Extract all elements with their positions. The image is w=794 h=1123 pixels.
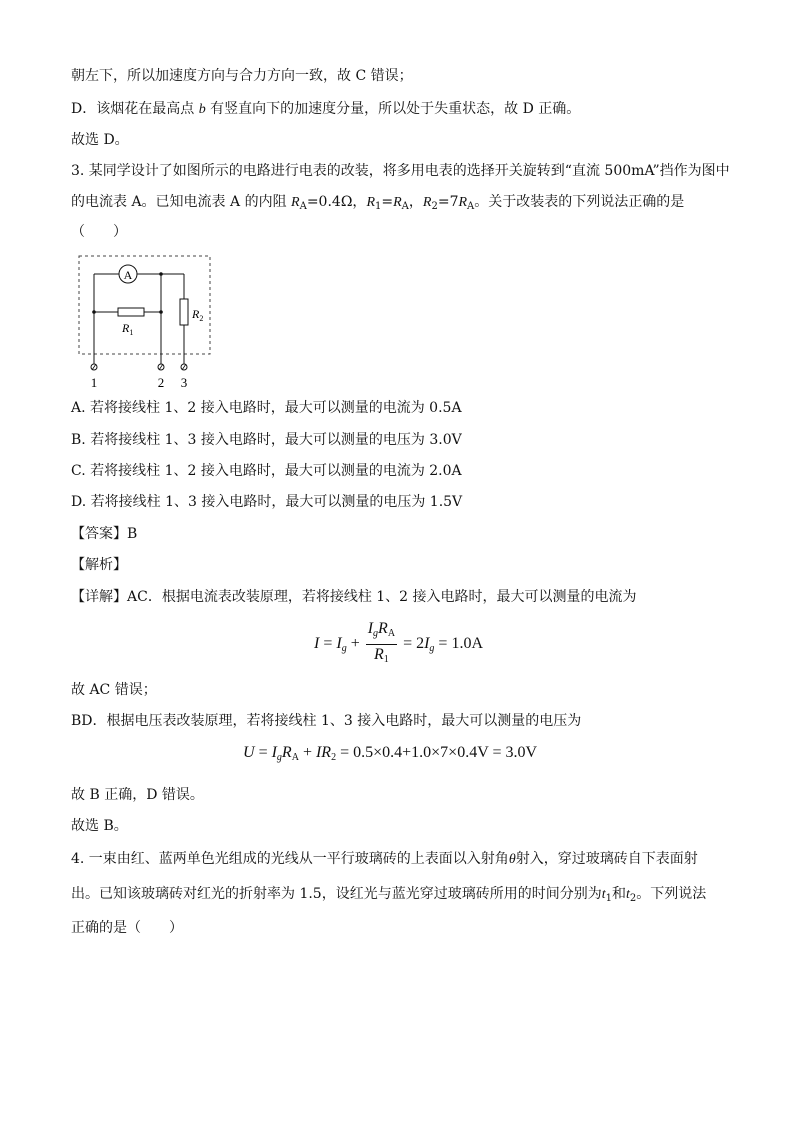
math-op: + — [298, 744, 316, 761]
junction-dot — [159, 272, 163, 276]
text-line — [71, 99, 754, 120]
text-line: 故 AC 错误； — [71, 682, 157, 698]
detail-line: 【详解】AC．根据电流表改装原理，若将接线柱 1、2 接入电路时，最大可以测量的电流为 — [71, 589, 637, 605]
math-result: = 0.5×0.4+1.0×7×0.4V = 3.0V — [336, 744, 538, 761]
text-line: 故选 B。 — [71, 818, 128, 834]
question-4-line-1 — [71, 849, 754, 870]
math-var: I — [271, 744, 277, 761]
text-span: =7 — [437, 194, 459, 210]
math-sub: 2 — [629, 893, 637, 904]
math-var: R — [393, 195, 402, 210]
text-line: BD．根据电压表改装原理，若将接线柱 1、3 接入电路时，最大可以测量的电压为 — [71, 713, 582, 729]
text-span: D．该烟花在最高点 — [71, 101, 199, 117]
math-sub: A — [401, 201, 409, 212]
text-span: ， — [408, 194, 423, 210]
math-var: U — [243, 744, 255, 761]
option-c: C. 若将接线柱 1、2 接入电路时，最大可以测量的电流为 2.0A — [71, 463, 462, 479]
text-span: 射入，穿过玻璃砖自下表面射 — [515, 851, 698, 867]
math-var: R — [458, 195, 468, 210]
text-line: 故 B 正确，D 错误。 — [71, 787, 204, 803]
r1-label: $R_1$ — [122, 321, 134, 337]
equation-voltage — [243, 744, 537, 763]
math-var: I — [424, 635, 430, 653]
math-sub: 1 — [375, 201, 382, 212]
math-sub: A — [291, 752, 299, 763]
option-a: A. 若将接线柱 1、2 接入电路时，最大可以测量的电流为 0.5A — [71, 400, 462, 416]
terminal-2-label: 2 — [157, 375, 165, 390]
math-sub: g — [429, 643, 435, 655]
resistor-r2 — [180, 299, 188, 325]
math-var: R — [281, 744, 292, 761]
math-var: I — [314, 635, 320, 653]
text-span: 。下列说法 — [636, 886, 707, 902]
circuit-diagram — [74, 252, 219, 392]
answer-line: 【答案】B — [71, 526, 138, 542]
terminal-1-label: 1 — [90, 375, 98, 390]
math-var: t — [601, 887, 606, 902]
text-span: 。关于改装表的下列说法正确的是 — [474, 194, 685, 210]
terminal-3-label: 3 — [180, 375, 188, 390]
math-var: R — [366, 195, 375, 210]
r2-label: $R_2$ — [192, 307, 204, 323]
math-sub: A — [467, 201, 475, 212]
dashed-boundary — [79, 256, 210, 354]
math-var: IR — [315, 744, 332, 761]
math-var: b — [198, 102, 206, 117]
text-line: 故选 D。 — [71, 132, 129, 148]
fraction-numerator: $I_gR_A$ — [366, 620, 397, 645]
question-3-line-2 — [71, 192, 754, 217]
math-sub: g — [276, 752, 282, 763]
fraction — [366, 620, 397, 669]
option-d: D. 若将接线柱 1、3 接入电路时，最大可以测量的电压为 1.5V — [71, 494, 463, 510]
text-span: = — [381, 194, 394, 210]
math-sub: 1 — [605, 893, 612, 904]
option-b: B. 若将接线柱 1、3 接入电路时，最大可以测量的电压为 3.0V — [71, 432, 462, 448]
equation-current — [314, 620, 483, 669]
math-result: = 1.0A — [434, 635, 483, 653]
math-var: R — [422, 195, 432, 210]
resistor-r1 — [118, 308, 144, 316]
math-var: R — [291, 195, 300, 210]
math-var: I — [336, 635, 342, 653]
math-op: = — [319, 635, 337, 653]
math-var: θ — [508, 852, 516, 867]
question-4-line-2 — [71, 884, 754, 909]
math-sub: 2 — [331, 752, 337, 763]
math-var: t — [625, 887, 630, 902]
math-sub: A — [299, 201, 307, 212]
math-sub: g — [341, 643, 347, 655]
question-4-line-3: 正确的是（ ） — [71, 920, 183, 936]
math-op: = 2 — [399, 635, 425, 653]
math-op: = — [254, 744, 272, 761]
question-3-line-1: 3. 某同学设计了如图所示的电路进行电表的改装，将多用电表的选择开关旋转到“直流 500mA”挡作为图中 — [71, 163, 730, 179]
text-span: 和 — [611, 886, 626, 902]
text-span: 的电流表 A。已知电流表 A 的内阻 — [71, 194, 292, 210]
answer-bracket: （ ） — [71, 224, 127, 240]
analysis-heading: 【解析】 — [71, 557, 127, 573]
junction-dot — [92, 310, 96, 314]
text-span: 有竖直向下的加速度分量，所以处于失重状态，故 D 正确。 — [205, 101, 581, 117]
text-line: 朝左下，所以加速度方向与合力方向一致，故 C 错误； — [71, 68, 413, 84]
text-span: 出。已知该玻璃砖对红光的折射率为 1.5，设红光与蓝光穿过玻璃砖所用的时间分别为 — [71, 886, 602, 902]
text-span: 4. 一束由红、蓝两单色光组成的光线从一平行玻璃砖的上表面以入射角 — [71, 851, 509, 867]
fraction-denominator: $R_1$ — [374, 646, 389, 665]
text-span: =0.4Ω， — [306, 194, 367, 210]
ammeter-label: A — [123, 268, 133, 282]
math-op: + — [346, 635, 364, 653]
math-sub: 2 — [431, 201, 438, 212]
